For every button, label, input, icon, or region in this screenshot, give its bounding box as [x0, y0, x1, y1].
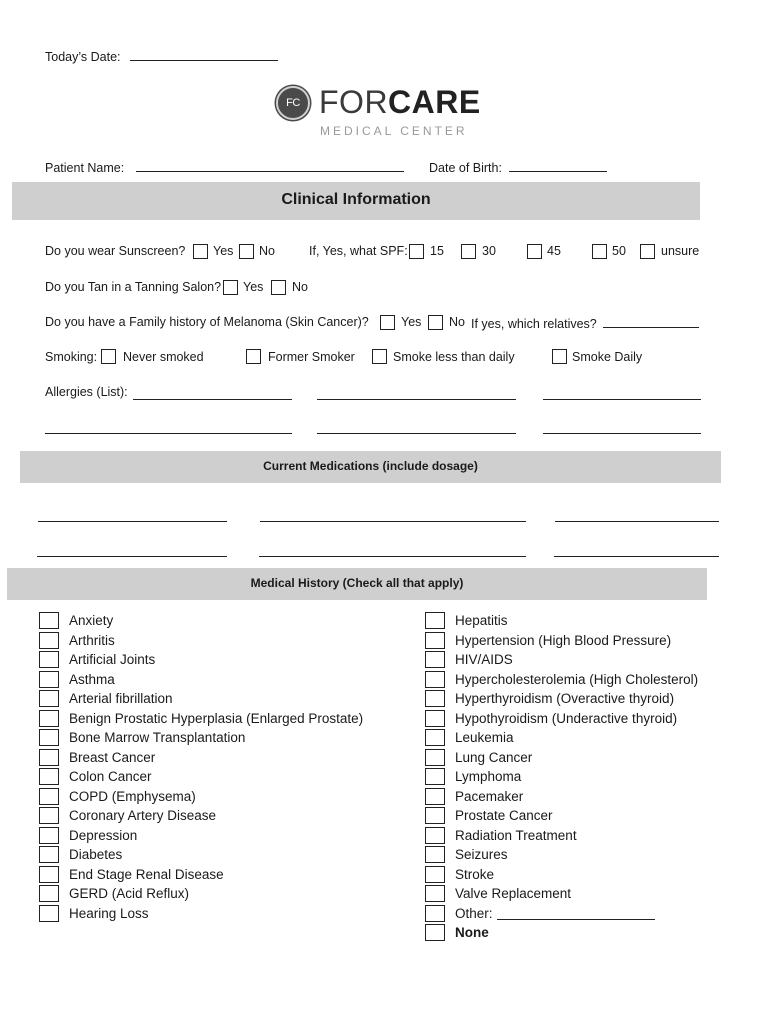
condition-label: Bone Marrow Transplantation	[69, 730, 246, 746]
list-item	[39, 767, 363, 787]
spf-45-label: 45	[547, 244, 561, 258]
patient-name-row	[45, 159, 404, 175]
other-checkbox[interactable]	[425, 905, 445, 922]
list-item	[39, 904, 363, 924]
condition-checkbox[interactable]	[425, 885, 445, 902]
condition-label: Artificial Joints	[69, 652, 156, 668]
dob-row	[429, 159, 607, 175]
condition-label: Lymphoma	[455, 769, 522, 785]
condition-label: Radiation Treatment	[455, 827, 577, 843]
list-item	[425, 767, 698, 787]
condition-checkbox[interactable]	[39, 651, 59, 668]
list-item	[425, 845, 698, 865]
list-item	[39, 865, 363, 885]
medications-title: Current Medications (include dosage)	[263, 459, 478, 473]
condition-label: HIV/AIDS	[455, 652, 513, 668]
allergy-line[interactable]	[45, 433, 292, 434]
medications-header	[20, 451, 721, 483]
medication-line[interactable]	[554, 556, 719, 557]
condition-label: Hypertension (High Blood Pressure)	[455, 632, 672, 648]
condition-label: Coronary Artery Disease	[69, 808, 217, 824]
condition-label: Valve Replacement	[455, 886, 572, 902]
logo-wordmark: FORCARE	[319, 84, 481, 120]
condition-checkbox[interactable]	[39, 671, 59, 688]
condition-checkbox[interactable]	[39, 866, 59, 883]
condition-checkbox[interactable]	[425, 788, 445, 805]
spf-15-label: 15	[430, 244, 444, 258]
list-item	[39, 670, 363, 690]
condition-checkbox[interactable]	[39, 632, 59, 649]
none-label: None	[455, 925, 489, 941]
tanning-yes-label: Yes	[243, 280, 264, 294]
list-item	[39, 845, 363, 865]
spf-30-checkbox[interactable]	[461, 244, 476, 259]
never-smoked-checkbox[interactable]	[101, 349, 116, 364]
condition-label: Arthritis	[69, 632, 115, 648]
condition-checkbox[interactable]	[425, 807, 445, 824]
spf-50-label: 50	[612, 244, 626, 258]
condition-label: Seizures	[455, 847, 508, 863]
spf-unsure-checkbox[interactable]	[640, 244, 655, 259]
patient-name-label: Patient Name:	[45, 161, 125, 175]
condition-checkbox[interactable]	[425, 768, 445, 785]
other-field[interactable]	[497, 907, 655, 920]
list-item	[425, 650, 698, 670]
condition-label: Diabetes	[69, 847, 123, 863]
spf-45-checkbox[interactable]	[527, 244, 542, 259]
condition-checkbox[interactable]	[425, 651, 445, 668]
condition-checkbox[interactable]	[39, 612, 59, 629]
sunscreen-yes-checkbox[interactable]	[193, 244, 208, 259]
condition-checkbox[interactable]	[39, 710, 59, 727]
list-item	[39, 787, 363, 807]
condition-checkbox[interactable]	[425, 671, 445, 688]
melanoma-question: Do you have a Family history of Melanoma (Skin Cancer)?	[45, 315, 369, 329]
melanoma-no-label: No	[449, 315, 465, 329]
condition-label: Stroke	[455, 866, 495, 882]
history-right-column	[425, 611, 698, 943]
relatives-field[interactable]	[603, 315, 699, 328]
condition-checkbox[interactable]	[425, 827, 445, 844]
condition-label: Anxiety	[69, 613, 114, 629]
melanoma-no-checkbox[interactable]	[428, 315, 443, 330]
smoking-label: Smoking:	[45, 350, 98, 364]
list-item	[425, 611, 698, 631]
spf-30-label: 30	[482, 244, 496, 258]
allergy-line[interactable]	[543, 433, 701, 434]
list-item	[39, 611, 363, 631]
condition-label: Hypothyroidism (Underactive thyroid)	[455, 710, 678, 726]
condition-label: Prostate Cancer	[455, 808, 553, 824]
condition-label: Arterial fibrillation	[69, 691, 173, 707]
relatives-question: If yes, which relatives?	[471, 317, 597, 331]
clinical-info-header	[12, 182, 700, 220]
dob-field[interactable]	[509, 159, 607, 172]
condition-label: Leukemia	[455, 730, 514, 746]
list-item	[39, 728, 363, 748]
smoke-daily-label: Smoke Daily	[572, 350, 643, 364]
list-item	[425, 748, 698, 768]
smoke-less-than-daily-checkbox[interactable]	[372, 349, 387, 364]
list-item	[425, 689, 698, 709]
condition-label: Depression	[69, 827, 138, 843]
tanning-question: Do you Tan in a Tanning Salon?	[45, 280, 222, 294]
condition-label: Hepatitis	[455, 613, 508, 629]
condition-checkbox[interactable]	[425, 612, 445, 629]
condition-checkbox[interactable]	[39, 846, 59, 863]
allergy-line[interactable]	[133, 399, 292, 400]
condition-checkbox[interactable]	[39, 807, 59, 824]
none-checkbox[interactable]	[425, 924, 445, 941]
condition-checkbox[interactable]	[425, 749, 445, 766]
condition-label: Hypercholesterolemia (High Cholesterol)	[455, 671, 699, 687]
condition-label: Hyperthyroidism (Overactive thyroid)	[455, 691, 675, 707]
todays-date-row	[45, 48, 278, 64]
condition-label: Breast Cancer	[69, 749, 156, 765]
former-smoker-label: Former Smoker	[268, 350, 355, 364]
medication-line[interactable]	[37, 556, 227, 557]
condition-checkbox[interactable]	[39, 749, 59, 766]
condition-label: Hearing Loss	[69, 905, 149, 921]
list-item	[39, 806, 363, 826]
condition-label: Lung Cancer	[455, 749, 533, 765]
todays-date-field[interactable]	[130, 48, 278, 61]
list-item	[425, 865, 698, 885]
tanning-no-checkbox[interactable]	[271, 280, 286, 295]
spf-question: If, Yes, what SPF:	[309, 244, 408, 258]
allergies-label: Allergies (List):	[45, 385, 128, 399]
list-item	[425, 787, 698, 807]
list-item	[39, 689, 363, 709]
logo-badge: FC	[276, 86, 310, 120]
condition-checkbox[interactable]	[425, 729, 445, 746]
list-item	[425, 923, 698, 943]
list-item	[39, 884, 363, 904]
medication-line[interactable]	[555, 521, 719, 522]
other-label: Other:	[455, 905, 493, 921]
logo-subtitle: MEDICAL CENTER	[320, 124, 468, 138]
tanning-no-label: No	[292, 280, 308, 294]
list-item	[39, 650, 363, 670]
list-item	[425, 884, 698, 904]
clinical-info-title: Clinical Information	[281, 191, 431, 208]
list-item	[425, 670, 698, 690]
dob-label: Date of Birth:	[429, 161, 502, 175]
list-item	[39, 631, 363, 651]
medication-line[interactable]	[260, 521, 526, 522]
tanning-yes-checkbox[interactable]	[223, 280, 238, 295]
condition-label: End Stage Renal Disease	[69, 866, 224, 882]
medication-line[interactable]	[259, 556, 526, 557]
condition-checkbox[interactable]	[39, 905, 59, 922]
melanoma-yes-label: Yes	[401, 315, 422, 329]
smoke-less-than-daily-label: Smoke less than daily	[393, 350, 515, 364]
patient-name-field[interactable]	[136, 159, 404, 172]
condition-checkbox[interactable]	[425, 690, 445, 707]
condition-label: Pacemaker	[455, 788, 524, 804]
melanoma-yes-checkbox[interactable]	[380, 315, 395, 330]
list-item	[39, 709, 363, 729]
condition-checkbox[interactable]	[425, 846, 445, 863]
condition-checkbox[interactable]	[425, 632, 445, 649]
medical-history-header	[7, 568, 707, 600]
sunscreen-no-checkbox[interactable]	[239, 244, 254, 259]
condition-checkbox[interactable]	[39, 729, 59, 746]
spf-15-checkbox[interactable]	[409, 244, 424, 259]
never-smoked-label: Never smoked	[123, 350, 204, 364]
list-item	[39, 748, 363, 768]
condition-label: COPD (Emphysema)	[69, 788, 196, 804]
medication-line[interactable]	[38, 521, 227, 522]
list-item	[425, 631, 698, 651]
condition-label: Benign Prostatic Hyperplasia (Enlarged Prostate)	[69, 710, 364, 726]
spf-unsure-label: unsure	[661, 244, 700, 258]
condition-checkbox[interactable]	[425, 866, 445, 883]
list-item	[39, 826, 363, 846]
condition-checkbox[interactable]	[39, 788, 59, 805]
condition-label: GERD (Acid Reflux)	[69, 886, 190, 902]
medical-history-title: Medical History (Check all that apply)	[250, 576, 464, 590]
allergy-line[interactable]	[317, 433, 516, 434]
todays-date-label: Today’s Date:	[45, 50, 121, 64]
allergy-line[interactable]	[317, 399, 516, 400]
condition-checkbox[interactable]	[39, 768, 59, 785]
list-item	[425, 904, 698, 924]
relatives-row	[471, 315, 699, 331]
condition-label: Asthma	[69, 671, 115, 687]
condition-label: Colon Cancer	[69, 769, 152, 785]
former-smoker-checkbox[interactable]	[246, 349, 261, 364]
spf-50-checkbox[interactable]	[592, 244, 607, 259]
sunscreen-yes-label: Yes	[213, 244, 234, 258]
condition-checkbox[interactable]	[425, 710, 445, 727]
condition-checkbox[interactable]	[39, 690, 59, 707]
history-left-column	[39, 611, 363, 923]
allergy-line[interactable]	[543, 399, 701, 400]
list-item	[425, 709, 698, 729]
sunscreen-no-label: No	[259, 244, 275, 258]
smoke-daily-checkbox[interactable]	[552, 349, 567, 364]
condition-checkbox[interactable]	[39, 827, 59, 844]
list-item	[425, 728, 698, 748]
condition-checkbox[interactable]	[39, 885, 59, 902]
list-item	[425, 826, 698, 846]
list-item	[425, 806, 698, 826]
sunscreen-question: Do you wear Sunscreen?	[45, 244, 186, 258]
